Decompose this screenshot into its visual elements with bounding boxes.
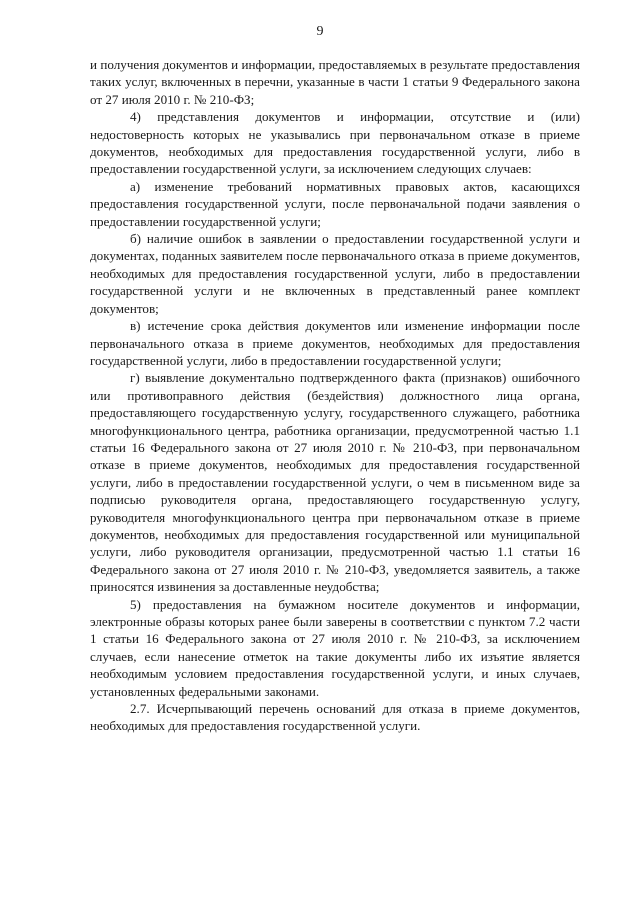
paragraph: б) наличие ошибок в заявлении о предоставлении государственной услуги и документах, поданных заявителем после первоначального отказа в приеме документов, необходимых для предоставления государственной услуги, либо в предоставлении государственной услуги и не включенных в представленный ранее комплект документов; bbox=[90, 231, 580, 316]
paragraph: г) выявление документально подтвержденного факта (признаков) ошибочного или противоправного действия (бездействия) должностного лица органа, предоставляющего государственную услугу, государственного служащего, работника многофункционального центра, работника организации, предусмотренной частью 1.1 статьи 16 Федерального закона от 27 июля 2010 г. № 210-ФЗ, при первоначальном отказе в приеме документов, необходимых для предоставления государственной услуги, либо в предоставлении государственной услуги, о чем в письменном виде за подписью руководителя органа, предоставляющего государственную услугу, руководителя многофункционального центра при первоначальном отказе в приеме документов, необходимых для предоставления государственной или муниципальной услуги, либо руководителя организации, предусмотренной частью 1.1 статьи 16 Федерального закона от 27 июля 2010 г. № 210-ФЗ, уведомляется заявитель, а также приносятся извинения за доставленные неудобства; bbox=[90, 370, 580, 595]
paragraph: 2.7. Исчерпывающий перечень оснований для отказа в приеме документов, необходимых для предоставления государственной услуги. bbox=[90, 701, 580, 734]
paragraph: в) истечение срока действия документов или изменение информации после первоначального отказа в приеме документов, необходимых для предоставления государственной услуги, либо в предоставлении государственной услуги; bbox=[90, 318, 580, 368]
paragraph: 5) предоставления на бумажном носителе документов и информации, электронные образы которых ранее были заверены в соответствии с пунктом 7.2 части 1 статьи 16 Федерального закона от 27 июля 2010 г. № 210-ФЗ, за исключением случаев, если нанесение отметок на такие документы либо их изъятие является необходимым условием предоставления государственной услуги, и иных случаев, установленных федеральными законами. bbox=[90, 596, 580, 699]
paragraph: и получения документов и информации, предоставляемых в результате предоставления таких услуг, включенных в перечни, указанные в части 1 статьи 9 Федерального закона от 27 июля 2010 г. № 210-ФЗ; bbox=[90, 57, 580, 107]
document-body bbox=[90, 56, 580, 735]
paragraph: а) изменение требований нормативных правовых актов, касающихся предоставления государственной услуги, после первоначальной подачи заявления о предоставлении государственной услуги; bbox=[90, 178, 580, 229]
page-number: 9 bbox=[316, 24, 324, 39]
paragraph: 4) представления документов и информации, отсутствие и (или) недостоверность которых не указывались при первоначальном отказе в приеме документов, необходимых для предоставления государственной услуги, либо в предоставлении государственной услуги, за исключением следующих случаев: bbox=[90, 109, 580, 177]
